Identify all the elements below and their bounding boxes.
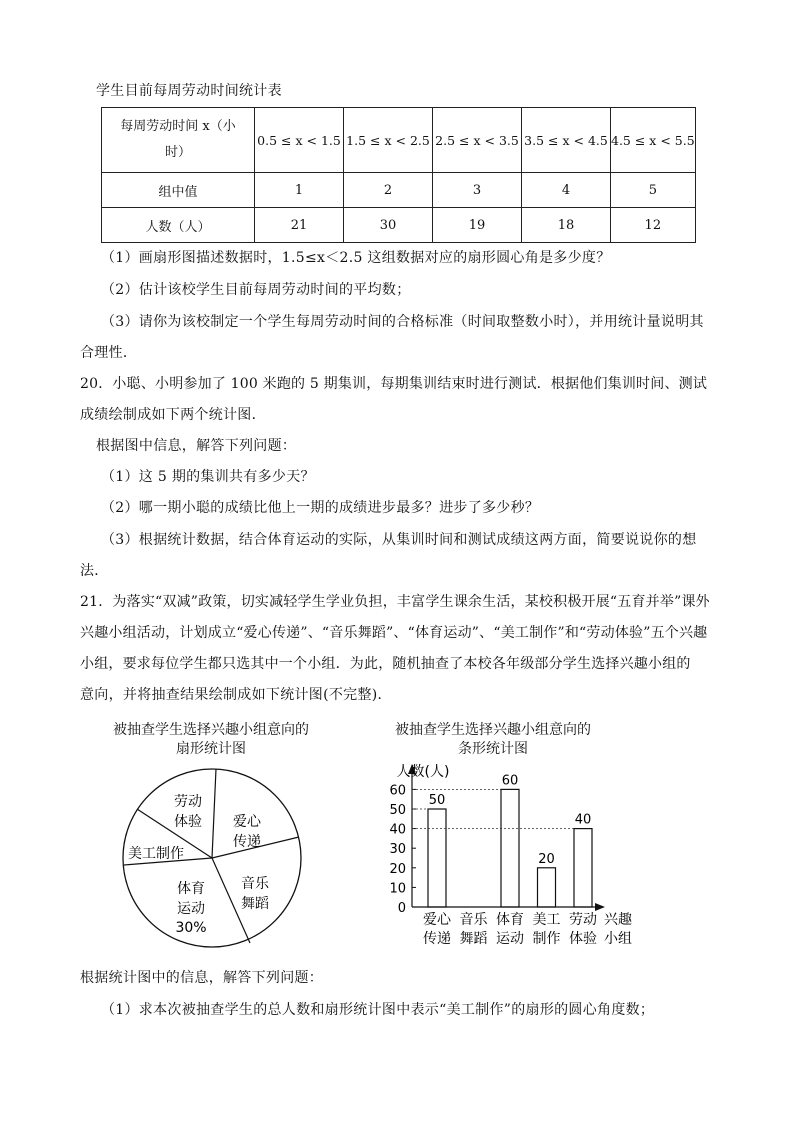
- table-count-3: 19: [433, 208, 522, 243]
- bar-category-label: 劳动: [569, 912, 597, 928]
- pie-label-love-line1: 爱心: [233, 814, 261, 830]
- q19-part2: （2）估计该校学生目前每周劳动时间的平均数；: [101, 282, 411, 298]
- pie-chart-title: 被抽查学生选择兴趣小组意向的 扇形统计图: [113, 722, 309, 757]
- bar-value-label: 40: [574, 812, 592, 828]
- bar-rect: [538, 868, 556, 907]
- q20-part3-line2: 法．: [80, 563, 109, 579]
- bar-rect: [501, 789, 519, 907]
- bar-category-label: 爱心: [423, 912, 451, 928]
- q21-stem-line2: 兴趣小组活动，计划成立“爱心传递”、“音乐舞蹈”、“体育运动”、“美工制作”和“劳动体验”五个兴趣: [80, 625, 708, 641]
- bar-category-label: 美工: [532, 912, 561, 928]
- labor-time-table: [101, 107, 696, 243]
- q19-part3-line2: 合理性．: [80, 345, 138, 361]
- q21-part1: （1）求本次被抽查学生的总人数和扇形统计图中表示“美工制作”的扇形的圆心角度数；: [101, 1002, 655, 1018]
- bar-chart-title: 被抽查学生选择兴趣小组意向的 条形统计图: [395, 722, 591, 757]
- table-title: 学生目前每周劳动时间统计表: [96, 83, 282, 99]
- table-mid-label: 组中值: [102, 173, 255, 208]
- pie-label-music-line1: 音乐: [241, 876, 269, 892]
- table-mid-3: 3: [433, 173, 522, 208]
- bar-y-tick-label: 50: [389, 803, 406, 818]
- table-count-5: 12: [611, 208, 696, 243]
- q19-part3-line1: （3）请你为该校制定一个学生每周劳动时间的合格标准（时间取整数小时），并用统计量说明其: [101, 314, 704, 330]
- bar-category-label: 音乐: [459, 912, 488, 928]
- pie-label-love-line2: 传递: [233, 834, 261, 850]
- q20-part1: （1）这 5 期的集训共有多少天？: [101, 469, 315, 485]
- bar-category-label: 传递: [423, 931, 451, 947]
- bar-rect: [428, 809, 446, 907]
- q20-stem-line1: 20．小聪、小明参加了 100 米跑的 5 期集训，每期集训结束时进行测试．根据他们集训时间、测试: [80, 376, 708, 392]
- q21-stem-line3: 小组，要求每位学生都只选其中一个小组．为此，随机抽查了本校各年级部分学生选择兴趣小组的: [80, 656, 691, 672]
- bar-category-label: 运动: [496, 931, 524, 947]
- q21-after-chart: 根据统计图中的信息，解答下列问题：: [80, 970, 324, 986]
- bar-y-axis-label: 人数(人): [396, 764, 450, 780]
- bar-category-label: 体验: [569, 931, 597, 947]
- table-mid-2: 2: [344, 173, 433, 208]
- pie-label-sports-line1: 体育: [177, 881, 205, 897]
- bar-y-tick-label: 20: [389, 861, 406, 877]
- pie-label-music-line2: 舞蹈: [241, 896, 269, 912]
- table-count-1: 21: [255, 208, 344, 243]
- pie-divider-1: [212, 769, 216, 858]
- pie-label-labor-line1: 劳动: [174, 794, 202, 810]
- q20-part3-line1: （3）根据统计数据，结合体育运动的实际，从集训时间和测试成绩这两方面，简要说说你的想: [101, 532, 697, 548]
- table-interval-4: 3.5 ≤ x < 4.5: [522, 108, 611, 173]
- table-interval-3: 2.5 ≤ x < 3.5: [433, 108, 522, 173]
- q20-part2: （2）哪一期小聪的成绩比他上一期的成绩进步最多？进步了多少秒？: [101, 500, 540, 516]
- bar-rect: [574, 829, 592, 907]
- bar-y-tick-label: 40: [389, 822, 406, 838]
- table-interval-5: 4.5 ≤ x < 5.5: [611, 108, 696, 173]
- table-interval-2: 1.5 ≤ x < 2.5: [344, 108, 433, 173]
- table-count-4: 18: [522, 208, 611, 243]
- table-mid-1: 1: [255, 173, 344, 208]
- q21-stem-line1: 21．为落实“双减”政策，切实减轻学生学业负担，丰富学生课余生活，某校积极开展“五育并举”课外: [80, 594, 710, 610]
- table-interval-1: 0.5 ≤ x < 1.5: [255, 108, 344, 173]
- table-mid-5: 5: [611, 173, 696, 208]
- q21-stem-line4: 意向，并将抽查结果绘制成如下统计图(不完整)．: [80, 687, 392, 703]
- table-count-label: 人数（人）: [102, 208, 255, 243]
- table-count-2: 30: [344, 208, 433, 243]
- pie-label-art: 美工制作: [128, 846, 184, 862]
- bar-x-axis-label-line1: 兴趣: [604, 912, 632, 928]
- bar-value-label: 20: [538, 851, 555, 867]
- pie-label-sports-percent: 30%: [175, 920, 207, 936]
- pie-chart: [120, 760, 310, 960]
- bar-y-tick-label: 60: [389, 783, 406, 799]
- table-mid-4: 4: [522, 173, 611, 208]
- q20-prompt: 根据图中信息，解答下列问题：: [96, 438, 297, 454]
- pie-label-labor-line2: 体验: [174, 814, 202, 830]
- bar-x-axis-label-line2: 小组: [604, 931, 632, 947]
- q20-stem-line2: 成绩绘制成如下两个统计图．: [80, 407, 266, 423]
- bar-y-tick-label: 30: [389, 842, 406, 858]
- q19-part1: （1）画扇形图描述数据时，1.5≤x＜2.5 这组数据对应的扇形圆心角是多少度？: [101, 250, 611, 266]
- pie-label-sports-line2: 运动: [177, 901, 205, 917]
- bar-y-tick-label: 0: [397, 901, 406, 916]
- bar-y-tick-label: 10: [389, 881, 406, 897]
- bar-x-axis-arrow: [595, 903, 605, 911]
- bar-category-label: 舞蹈: [459, 931, 488, 947]
- bar-category-label: 制作: [532, 931, 561, 947]
- bar-value-label: 60: [501, 773, 519, 789]
- bar-category-label: 体育: [496, 912, 524, 928]
- table-header-label: 每周劳动时间 x（小 时）: [102, 108, 255, 173]
- bar-chart: [360, 760, 660, 955]
- bar-value-label: 50: [428, 793, 446, 808]
